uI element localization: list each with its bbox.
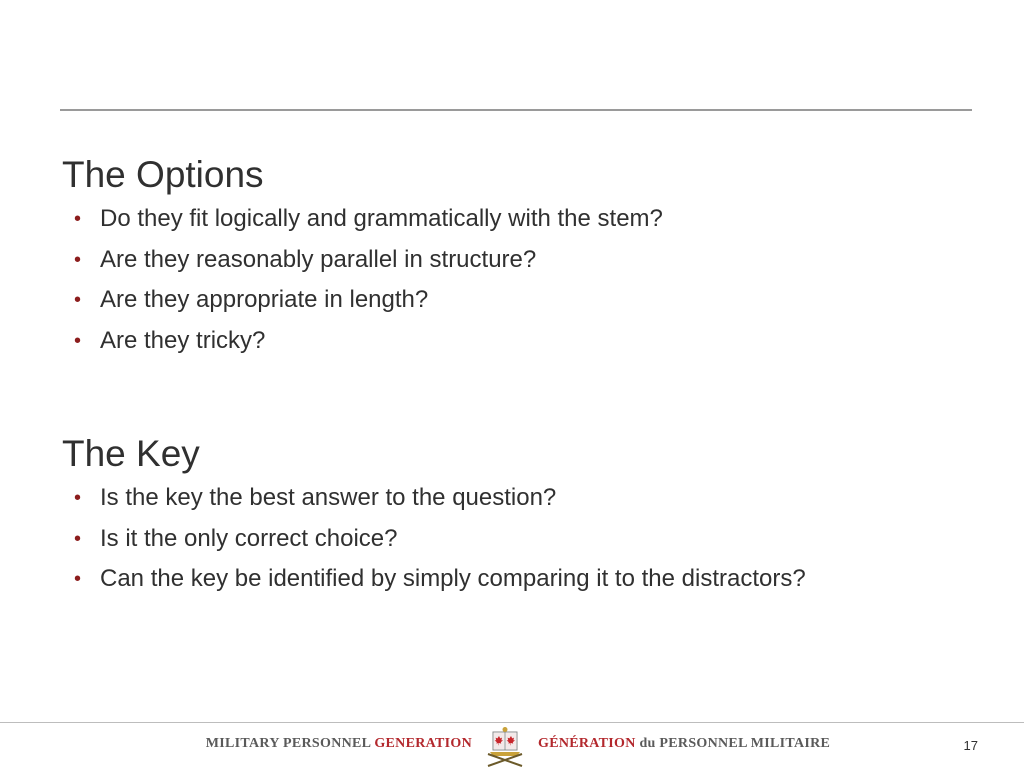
bullet-icon: •: [74, 487, 82, 509]
footer-brand-french: [538, 736, 830, 752]
bullet-item: [62, 478, 962, 519]
bullet-text: Are they reasonably parallel in structure?: [100, 245, 537, 273]
bullet-icon: •: [74, 568, 82, 590]
bullet-text: Is it the only correct choice?: [100, 524, 398, 552]
bullet-item: [62, 199, 962, 240]
bullet-item: [62, 559, 962, 600]
bullet-icon: •: [74, 289, 82, 311]
bullet-icon: •: [74, 248, 82, 271]
footer: [0, 723, 1024, 768]
bullet-item: [62, 280, 962, 321]
footer-brand-french-part2: du PERSONNEL MILITAIRE: [635, 736, 831, 751]
top-divider: [60, 109, 972, 111]
bullet-text: Is the key the best answer to the question?: [100, 484, 557, 511]
bullet-icon: •: [74, 329, 82, 352]
footer-brand-english-part1: MILITARY PERSONNEL: [205, 736, 375, 751]
section-title: The Options: [62, 154, 264, 195]
section-options: [62, 153, 962, 361]
bullet-item: [62, 321, 962, 362]
bullet-icon: •: [74, 527, 82, 550]
bullet-text: Are they appropriate in length?: [100, 286, 429, 313]
footer-brand-english: [206, 736, 472, 752]
bullet-list: [62, 478, 962, 600]
crest-icon: [480, 726, 530, 768]
page-number: 17: [963, 738, 978, 753]
footer-brand-french-part1: GÉNÉRATION: [538, 736, 636, 751]
footer-brand-english-part2: GENERATION: [374, 736, 472, 751]
bullet-text: Do they fit logically and grammatically with the stem?: [100, 205, 663, 232]
section-key: [62, 432, 962, 600]
bullet-list: [62, 199, 962, 361]
bullet-text: Are they tricky?: [100, 326, 266, 354]
bullet-item: [62, 519, 962, 560]
bullet-item: [62, 240, 962, 281]
bullet-text: Can the key be identified by simply comparing it to the distractors?: [100, 565, 806, 592]
section-title: The Key: [62, 433, 200, 474]
bullet-icon: •: [74, 208, 82, 230]
